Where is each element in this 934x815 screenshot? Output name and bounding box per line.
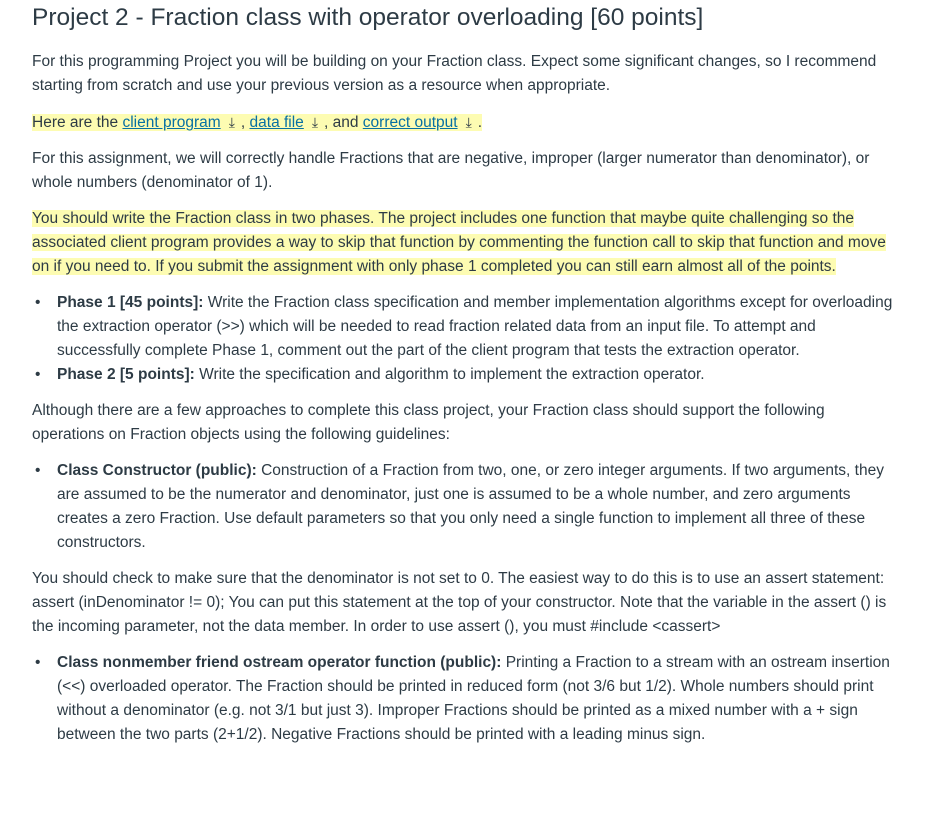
phases-paragraph [32,207,900,279]
phases-list [32,291,900,387]
constructor-label: Class Constructor (public): [57,462,257,479]
list-item [57,459,900,555]
links-paragraph [32,110,900,135]
list-item [57,651,900,747]
intro-paragraph: For this programming Project you will be building on your Fraction class. Expect some significant changes, so I recommend starting from scratch and use your previous version as a resource when appropriate. [32,53,877,94]
phase-1-label: Phase 1 [45 points]: [57,294,204,311]
phase-2-text: Write the specification and algorithm to implement the extraction operator. [194,366,705,383]
download-icon[interactable]: ⤓ [228,114,235,130]
links-highlight [32,114,482,131]
download-icon[interactable]: ⤓ [465,114,472,130]
ostream-list [32,651,900,747]
assert-paragraph: You should check to make sure that the denominator is not set to 0. The easiest way to do this is to use an assert statement: assert (inDenominator != 0); You can put this statement at the top of your constructor. Note that the variable in the assert () is the incoming parameter, not the data member. In order to use assert (), you must #include <cassert> [32,570,887,635]
handle-paragraph: For this assignment, we will correctly handle Fractions that are negative, improper (larger numerator than denominator), or whole numbers (denominator of 1). [32,150,870,191]
phase-2-label: Phase 2 [5 points]: [57,366,195,383]
list-item [57,363,900,387]
links-prefix: Here are the [32,114,123,131]
approach-paragraph: Although there are a few approaches to complete this class project, your Fraction class should support the following operations on Fraction objects using the following guidelines: [32,402,825,443]
ostream-text: Printing a Fraction to a stream with an ostream insertion (<<) overloaded operator. The Fraction should be printed in reduced form (not 3/6 but 1/2). Whole numbers should print without a denominator (e.g. not 3/1 but just 3). Improper Fractions should be printed as a mixed number with a + sign between the two parts (2+1/2). Negative Fractions should be printed with a leading minus sign. [57,654,890,743]
links-sep-2: , and [324,114,363,131]
page-title: Project 2 - Fraction class with operator overloading [60 points] [32,4,704,31]
correct-output-link[interactable]: correct output [362,114,458,131]
client-program-link[interactable]: client program [122,114,221,131]
phases-highlight: You should write the Fraction class in two phases. The project includes one function that maybe quite challenging so the associated client program provides a way to skip that function by commenting the function call to skip that function and move on if you need to. If you submit the assignment with only phase 1 completed you can still earn almost all of the points. [32,210,886,275]
phase-1-text: Write the Fraction class specification and member implementation algorithms except for overloading the extraction operator (>>) which will be needed to read fraction related data from an input file. To attempt and successfully complete Phase 1, comment out the part of the client program that tests the extraction operator. [57,294,893,359]
constructor-list [32,459,900,555]
links-suffix: . [477,114,483,131]
ostream-label: Class nonmember friend ostream operator function (public): [57,654,502,671]
download-icon[interactable]: ⤓ [311,114,319,130]
constructor-text: Construction of a Fraction from two, one, or zero integer arguments. If two arguments, they are assumed to be the numerator and denominator, just one is assumed to be a whole number, and zero arguments creates a zero Fraction. Use default parameters so that you only need a single function to implement all three of these constructors. [57,462,884,551]
data-file-link[interactable]: data file [249,114,304,131]
links-sep-1: , [240,114,250,131]
list-item [57,291,900,363]
